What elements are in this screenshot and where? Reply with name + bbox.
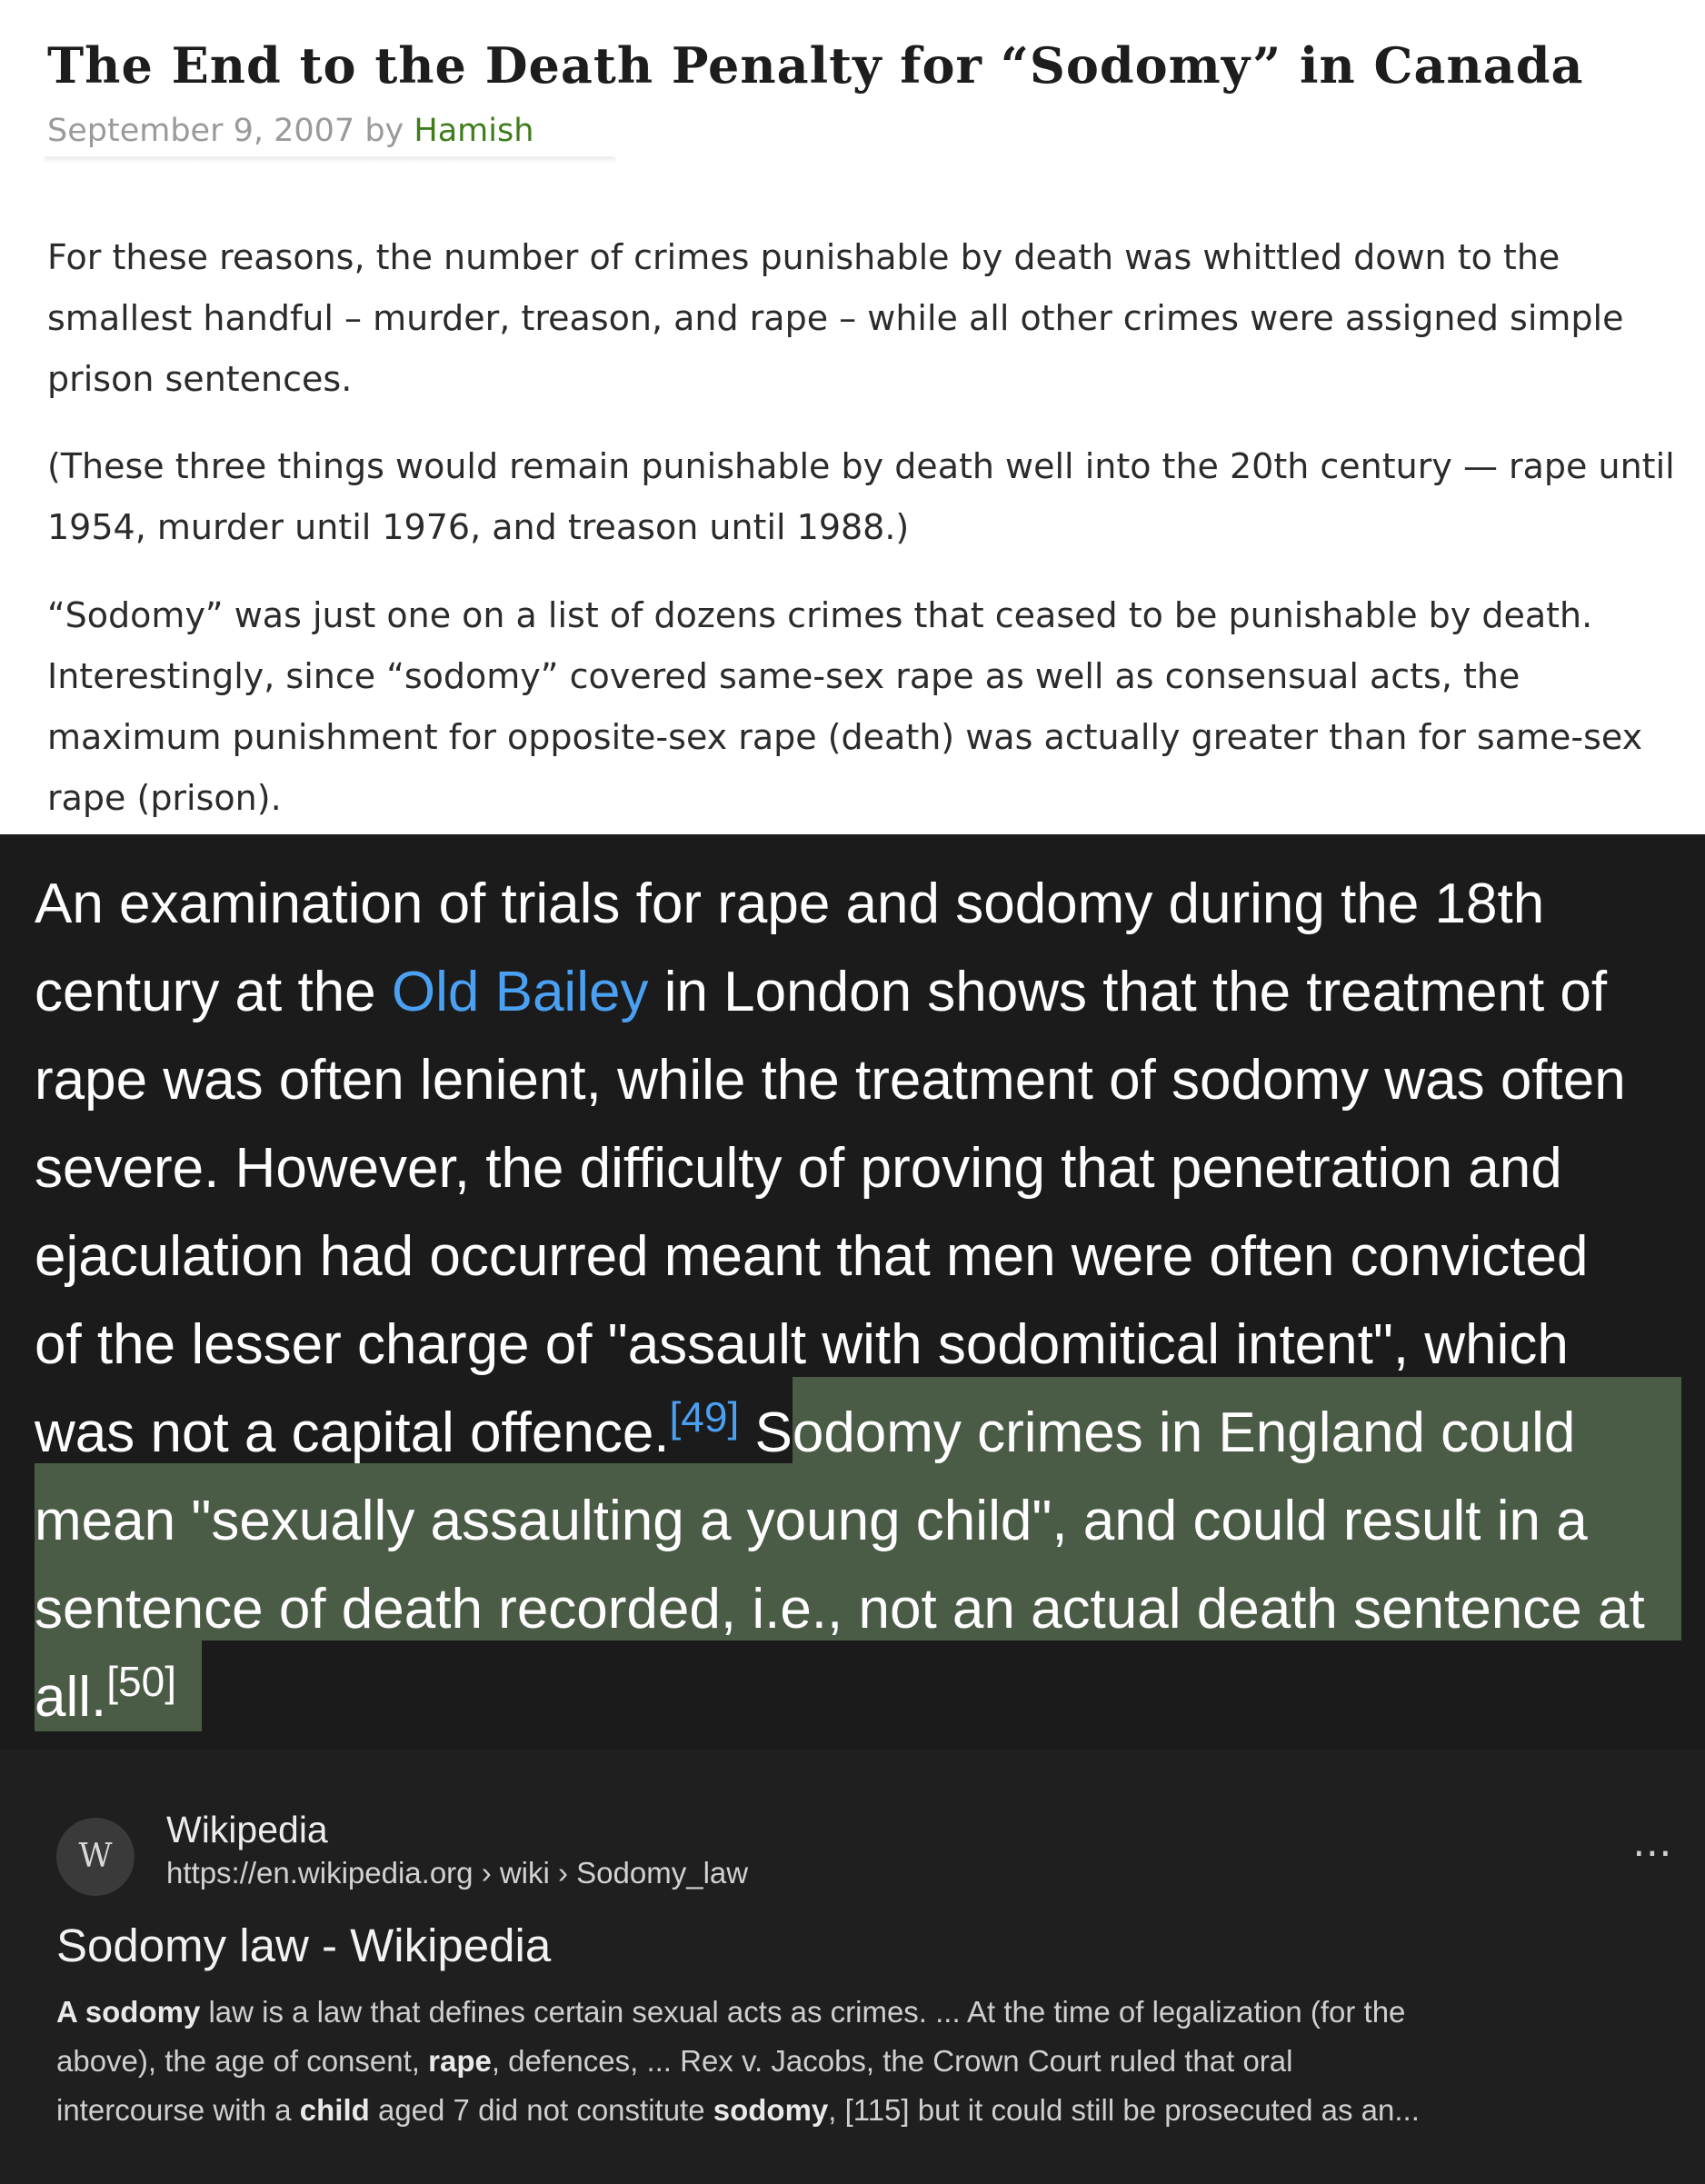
snippet-text: , defences, ... Rex v. Jacobs, the Crown Court ruled that oral	[491, 2044, 1293, 2078]
snippet-text: intercourse with a	[56, 2093, 300, 2127]
snippet-bold: child	[299, 2093, 370, 2127]
snippet-text: , [115] but it could still be prosecuted as an...	[828, 2093, 1420, 2127]
wikipedia-excerpt	[0, 834, 1705, 1750]
result-url-breadcrumb[interactable]: https://en.wikipedia.org › wiki › Sodomy_law	[166, 1856, 749, 1890]
excerpt-text	[35, 860, 1705, 1741]
meta-divider	[44, 156, 616, 164]
excerpt-line	[35, 1389, 1705, 1477]
snippet-bold: A sodomy	[56, 1995, 201, 2029]
excerpt-line: rape was often lenient, while the treatment of sodomy was often	[35, 1049, 1626, 1112]
result-title-link[interactable]: Sodomy law - Wikipedia	[56, 1920, 552, 1971]
post-date: September 9, 2007	[47, 113, 355, 149]
old-bailey-link[interactable]: Old Bailey	[391, 961, 649, 1023]
snippet-bold: sodomy	[713, 2093, 829, 2127]
search-result-card	[0, 1750, 1705, 2184]
post-meta	[47, 113, 533, 149]
result-snippet	[56, 1988, 1692, 2135]
snippet-text: aged 7 did not constitute	[369, 2093, 713, 2127]
excerpt-line: sentence of death recorded, i.e., not an actual death sentence at	[35, 1578, 1645, 1640]
excerpt-line	[35, 948, 1705, 1036]
more-options-icon[interactable]: ⋯	[1632, 1830, 1670, 1876]
excerpt-fragment: Sodomy crimes in England could	[739, 1401, 1576, 1464]
excerpt-fragment: was not a capital offence.	[35, 1401, 670, 1464]
excerpt-line: An examination of trials for rape and sodomy during the 18th	[35, 873, 1545, 935]
citation-49-link[interactable]: [49]	[669, 1393, 740, 1441]
snippet-bold: rape	[428, 2044, 492, 2078]
post-paragraph: For these reasons, the number of crimes punishable by death was whittled down to the smallest handful – murder, treason, and rape – while all other crimes were assigned simple prison sentences.	[47, 237, 1624, 399]
post-author-link[interactable]: Hamish	[414, 113, 534, 149]
post-paragraph: (These three things would remain punishable by death well into the 20th century — rape until 1954, murder until 1976, and treason until 1988.)	[47, 446, 1675, 547]
blog-post	[0, 0, 1705, 834]
snippet-line	[56, 1988, 1692, 2037]
snippet-line	[56, 2086, 1692, 2135]
post-paragraph: “Sodomy” was just one on a list of dozens crimes that ceased to be punishable by death. Interestingly, since “sodomy” covered same-sex rape as well as consensual acts, the maximum punishment for opposite-sex rape (death) was actually greater than for same-sex rape (prison).	[47, 595, 1643, 818]
citation-50-link[interactable]: [50]	[106, 1658, 176, 1705]
excerpt-fragment: all.	[35, 1666, 107, 1729]
excerpt-line	[35, 1653, 1705, 1741]
snippet-text: law is a law that defines certain sexual acts as crimes. ... At the time of legalization (for the	[200, 1995, 1406, 2029]
snippet-text: above), the age of consent,	[56, 2044, 429, 2078]
result-site-name[interactable]: Wikipedia	[166, 1809, 328, 1850]
snippet-line	[56, 2037, 1692, 2086]
excerpt-line: mean "sexually assaulting a young child", and could result in a	[35, 1490, 1588, 1552]
excerpt-line: ejaculation had occurred meant that men were often convicted	[35, 1225, 1589, 1288]
excerpt-line: severe. However, the difficulty of proving that penetration and	[35, 1137, 1562, 1200]
excerpt-line: of the lesser charge of "assault with sodomitical intent", which	[35, 1313, 1569, 1376]
wikipedia-logo-icon[interactable]: W	[56, 1818, 135, 1896]
excerpt-fragment: in London shows that the treatment of	[648, 961, 1608, 1023]
post-by: by	[364, 113, 404, 149]
post-title: The End to the Death Penalty for “Sodomy” in Canada	[47, 36, 1584, 95]
excerpt-fragment: century at the	[35, 961, 392, 1023]
